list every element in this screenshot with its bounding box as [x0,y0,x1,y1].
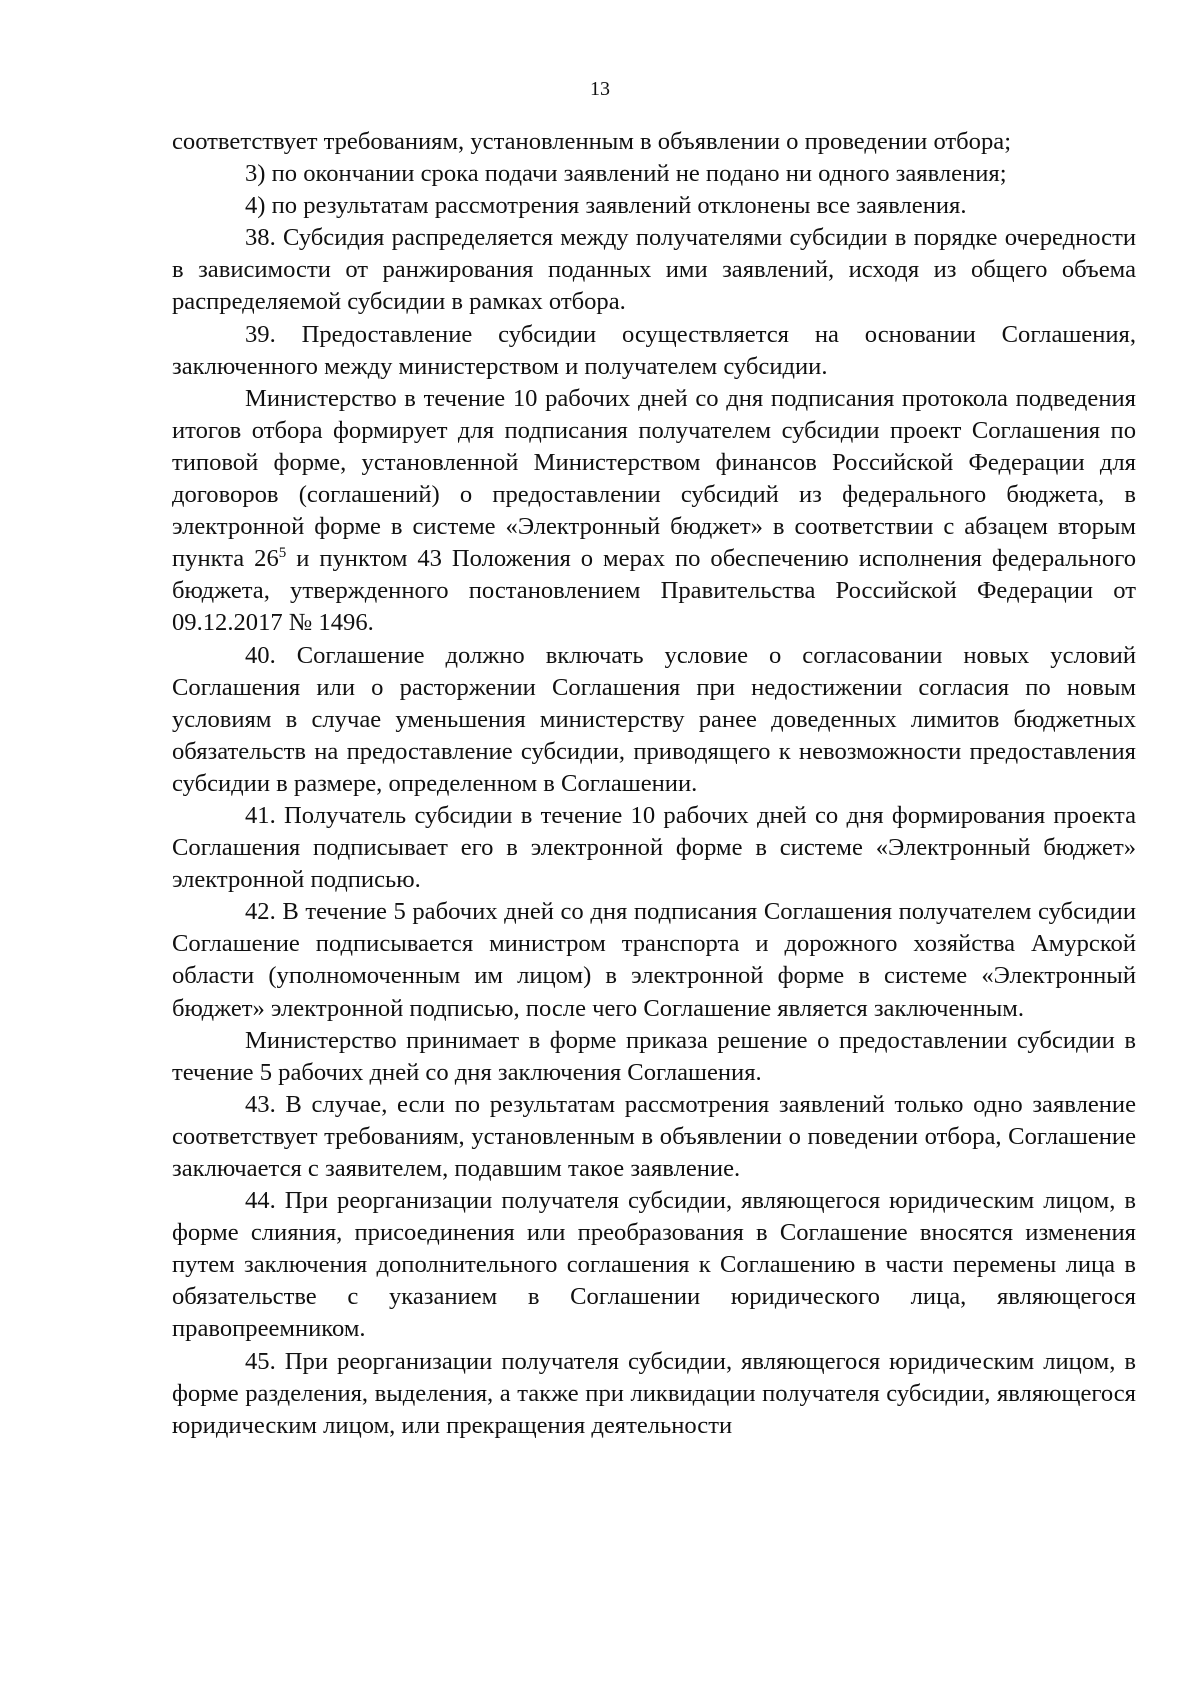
clause-39-paragraph-2 [172,383,1136,640]
clause-39: 39. Предоставление субсидии осуществляется на основании Соглашения, заключенного между министерством и получателем субсидии. [172,320,1136,380]
clause-39-text-after: и пунктом 43 Положения о мерах по обеспечению исполнения федерального бюджета, утвержденного постановлением Правительства Российской Федерации от 09.12.2017 № 1496. [172,545,1136,637]
list-item-3: 3) по окончании срока подачи заявлений не подано ни одного заявления; [245,160,1007,188]
clause-44: 44. При реорганизации получателя субсидии, являющегося юридическим лицом, в форме слияния, присоединения или преобразования в Соглашение вносятся изменения путем заключения дополнительного соглашения к Соглашению в части перемены лица в обязательстве с указанием в Соглашении юридического лица, являющегося правопреемником. [172,1187,1136,1343]
clause-42: 42. В течение 5 рабочих дней со дня подписания Соглашения получателем субсидии Соглашение подписывается министром транспорта и дорожного хозяйства Амурской области (уполномоченным им лицом) в электронной форме в системе «Электронный бюджет» электронной подписью, после чего Соглашение является заключенным. [172,898,1136,1022]
clause-40: 40. Соглашение должно включать условие о согласовании новых условий Соглашения или о расторжении Соглашения при недостижении согласия по новым условиям в случае уменьшения министерству ранее доведенных лимитов бюджетных обязательств на предоставление субсидии, приводящего к невозможности предоставления субсидии в размере, определенном в Соглашении. [172,641,1136,797]
superscript-5: 5 [278,545,287,562]
clause-45: 45. При реорганизации получателя субсидии, являющегося юридическим лицом, в форме разделения, выделения, а также при ликвидации получателя субсидии, являющегося юридическим лицом, или прекращения деятельности [172,1347,1136,1439]
clause-39-text-before: Министерство в течение 10 рабочих дней со дня подписания протокола подведения итогов отбора формирует для подписания получателем субсидии проект Соглашения по типовой форме, установленной Министерством финансов Российской Федерации для договоров (соглашений) о предоставлении субсидий из федерального бюджета, в электронной форме в системе «Электронный бюджет» в соответствии с абзацем вторым пункта 26 [172,384,1136,573]
list-item-4: 4) по результатам рассмотрения заявлений отклонены все заявления. [245,192,967,220]
document-body [172,126,1136,1442]
page-number: 13 [590,78,610,100]
clause-43: 43. В случае, если по результатам рассмотрения заявлений только одно заявление соответствует требованиям, установленным в объявлении о поведении отбора, Соглашение заключается с заявителем, подавшим такое заявление. [172,1090,1136,1182]
clause-42-paragraph-2: Министерство принимает в форме приказа решение о предоставлении субсидии в течение 5 рабочих дней со дня заключения Соглашения. [172,1026,1136,1086]
clause-38: 38. Субсидия распределяется между получателями субсидии в порядке очередности в зависимости от ранжирования поданных ими заявлений, исходя из общего объема распределяемой субсидии в рамках отбора. [172,224,1136,316]
paragraph-continuation: соответствует требованиям, установленным в объявлении о проведении отбора; [172,128,1012,155]
clause-41: 41. Получатель субсидии в течение 10 рабочих дней со дня формирования проекта Соглашения подписывает его в электронной форме в системе «Электронный бюджет» электронной подписью. [172,801,1136,894]
